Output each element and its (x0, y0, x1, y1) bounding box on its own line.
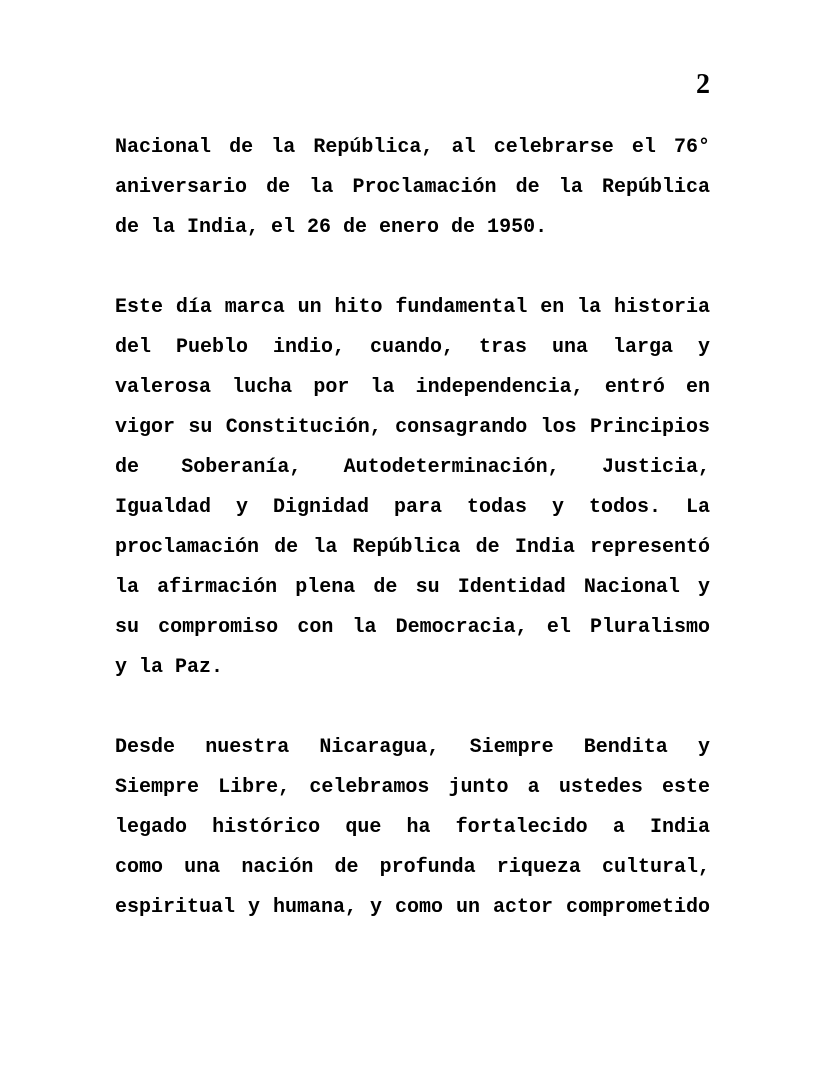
text-line: Desde nuestra Nicaragua, Siempre Bendita y (115, 736, 710, 759)
text-line: su compromiso con la Democracia, el Pluralismo (115, 616, 710, 639)
paragraph (115, 128, 710, 248)
text-line: Siempre Libre, celebramos junto a ustedes este (115, 776, 710, 799)
text-line: como una nación de profunda riqueza cultural, (115, 856, 710, 879)
text-line: la afirmación plena de su Identidad Nacional y (115, 576, 710, 599)
text-line: y la Paz. (115, 656, 224, 679)
text-line: de Soberanía, Autodeterminación, Justicia, (115, 456, 710, 479)
text-line: espiritual y humana, y como un actor comprometido (115, 896, 710, 919)
text-line: legado histórico que ha fortalecido a India (115, 816, 710, 839)
text-line: vigor su Constitución, consagrando los Principios (115, 416, 710, 439)
text-line: valerosa lucha por la independencia, entró en (115, 376, 710, 399)
text-line: aniversario de la Proclamación de la República (115, 176, 710, 199)
text-line: proclamación de la República de India representó (115, 536, 710, 559)
paragraph (115, 728, 710, 928)
page-number: 2 (696, 69, 710, 100)
text-line: de la India, el 26 de enero de 1950. (115, 216, 548, 239)
text-line: Este día marca un hito fundamental en la historia (115, 296, 710, 319)
text-line: Igualdad y Dignidad para todas y todos. La (115, 496, 710, 519)
paragraph (115, 288, 710, 688)
text-line: Nacional de la República, al celebrarse el 76° (115, 136, 710, 159)
text-line: del Pueblo indio, cuando, tras una larga y (115, 336, 710, 359)
document-body (115, 128, 710, 928)
